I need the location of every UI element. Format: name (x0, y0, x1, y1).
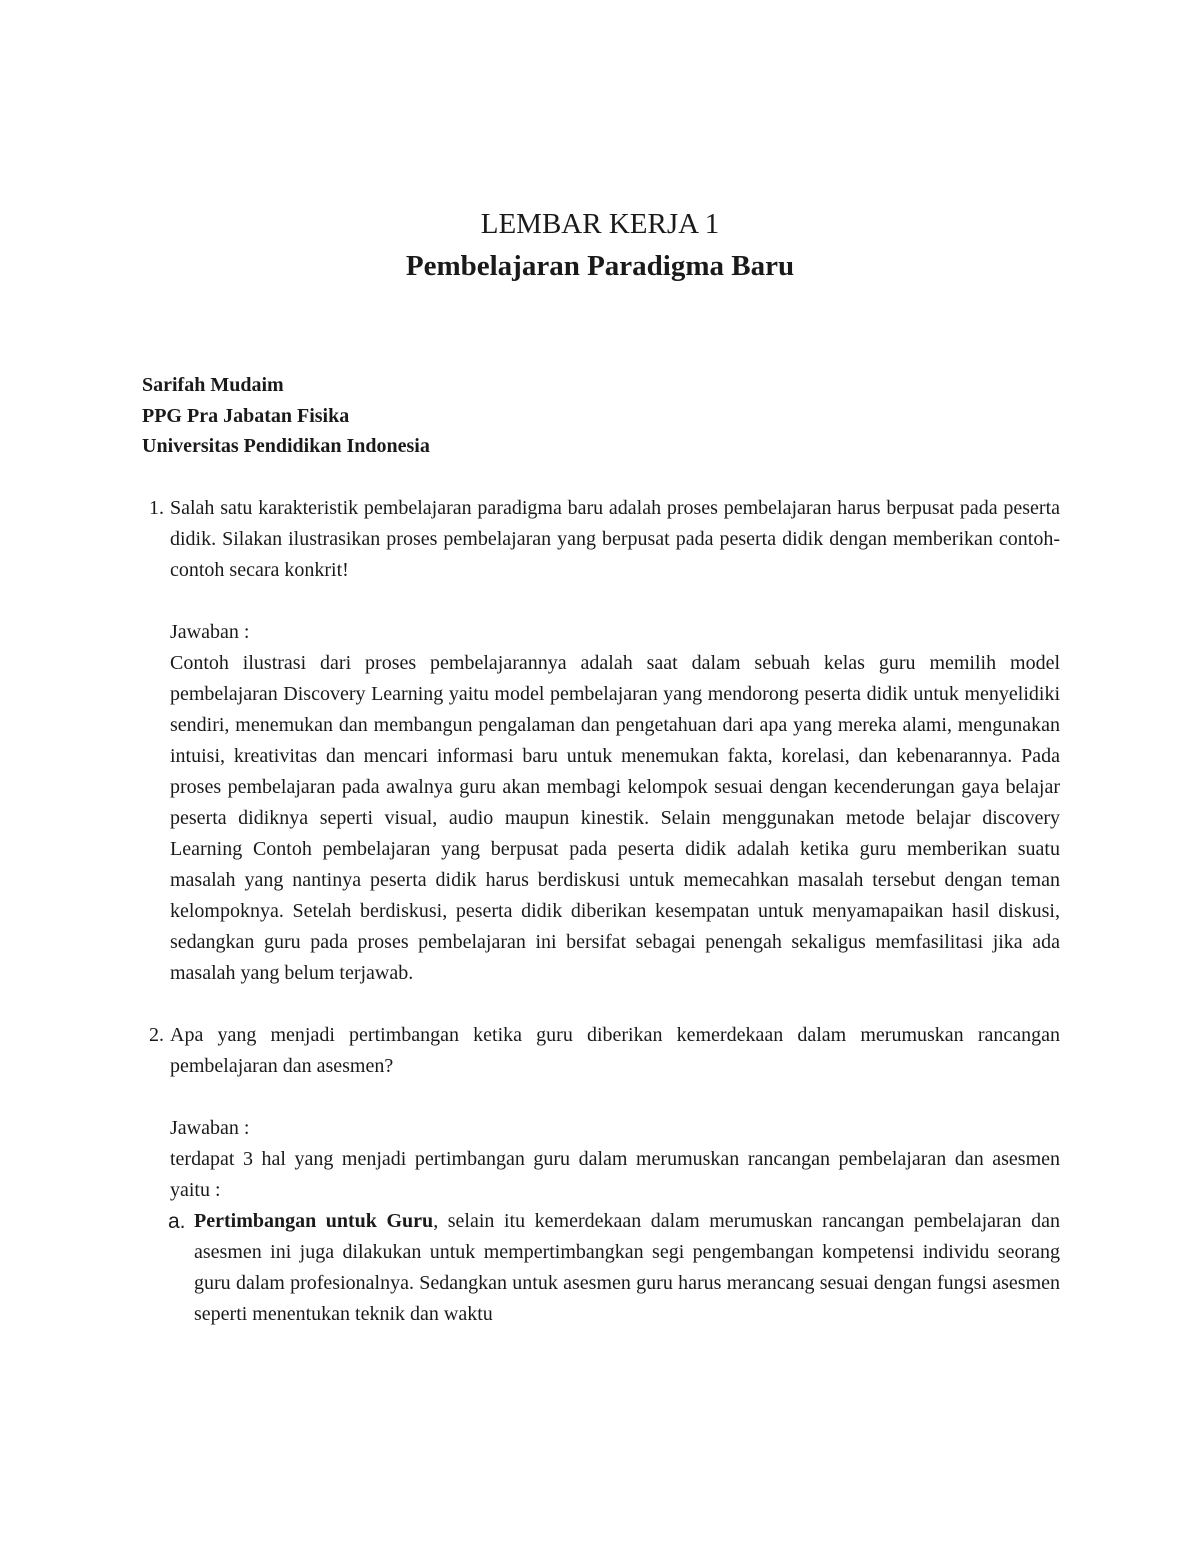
question-text: Apa yang menjadi pertimbangan ketika guru diberikan kemerdekaan dalam merumuskan rancangan pembelajaran dan asesmen? (170, 1024, 1060, 1077)
sub-item-a (170, 1206, 1060, 1330)
question-2 (142, 1020, 1060, 1330)
question-number: 1. (149, 497, 164, 519)
answer-intro: terdapat 3 hal yang menjadi pertimbangan guru dalam merumuskan rancangan pembelajaran dan asesmen yaitu : (170, 1148, 1060, 1201)
document-title: LEMBAR KERJA 1 (480, 208, 720, 240)
answer-label: Jawaban : (170, 1117, 250, 1139)
author-university: Universitas Pendidikan Indonesia (142, 435, 430, 457)
sub-item-text: , selain itu kemerdekaan dalam merumuskan rancangan pembelajaran dan asesmen ini juga dilakukan untuk mempertimbangkan segi pengembangan kompetensi individu seorang guru dalam profesionalnya. Sedangkan untuk asesmen guru harus merancang sesuai dengan fungsi asesmen seperti menentukan teknik dan waktu (194, 1210, 1060, 1325)
sub-item-letter: a. (168, 1210, 186, 1233)
author-program: PPG Pra Jabatan Fisika (142, 404, 350, 427)
document-content (142, 493, 1060, 1330)
question-text: Salah satu karakteristik pembelajaran paradigma baru adalah proses pembelajaran harus berpusat pada peserta didik. Silakan ilustrasikan proses pembelajaran yang berpusat pada peserta didik dengan memberikan contoh-contoh secara konkrit! (170, 497, 1060, 581)
answer-label: Jawaban : (170, 621, 250, 643)
author-block (142, 370, 430, 462)
question-number: 2. (149, 1024, 164, 1046)
title-block (0, 203, 1200, 287)
document-subtitle: Pembelajaran Paradigma Baru (405, 250, 795, 282)
sub-item-heading: Pertimbangan untuk Guru (194, 1210, 434, 1232)
answer-text: Contoh ilustrasi dari proses pembelajarannya adalah saat dalam sebuah kelas guru memilih model pembelajaran Discovery Learning yaitu model pembelajaran yang mendorong peserta didik untuk menyelidiki sendiri, menemukan dan membangun pengalaman dan pengetahuan dari apa yang mereka alami, mengunakan intuisi, kreativitas dan mencari informasi baru untuk menemukan fakta, korelasi, dan kebenarannya. Pada proses pembelajaran pada awalnya guru akan membagi kelompok sesuai dengan kecenderungan gaya belajar peserta didiknya seperti visual, audio maupun kinestik. Selain menggunakan metode belajar discovery Learning Contoh pembelajaran yang berpusat pada peserta didik adalah ketika guru memberikan suatu masalah yang nantinya peserta didik harus berdiskusi untuk memecahkan masalah tersebut dengan teman kelompoknya. Setelah berdiskusi, peserta didik diberikan kesempatan untuk menyamapaikan hasil diskusi, sedangkan guru pada proses pembelajaran ini bersifat sebagai penengah sekaligus memfasilitasi jika ada masalah yang belum terjawab. (170, 652, 1060, 984)
question-1 (142, 493, 1060, 989)
author-name: Sarifah Mudaim (142, 374, 284, 396)
